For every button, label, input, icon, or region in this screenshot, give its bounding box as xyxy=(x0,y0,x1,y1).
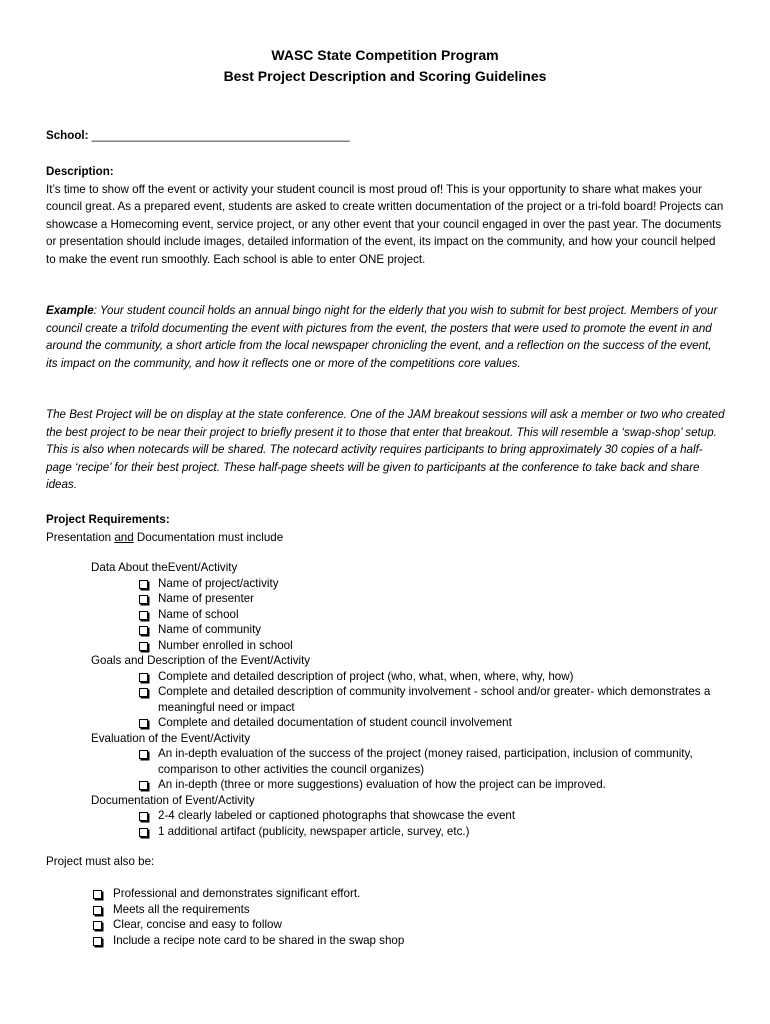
checkbox-icon xyxy=(139,642,148,651)
checklist-item-text: Professional and demonstrates significant effort. xyxy=(113,887,361,900)
requirement-group-list xyxy=(91,669,731,731)
checklist-item xyxy=(91,886,731,902)
checklist-item-text: Name of presenter xyxy=(158,592,255,605)
example-paragraph xyxy=(46,302,726,372)
checkbox-icon xyxy=(139,595,148,604)
checklist-item xyxy=(91,669,731,685)
requirement-group-list xyxy=(91,808,731,839)
checkbox-icon xyxy=(139,781,148,790)
checkbox-icon xyxy=(139,626,148,635)
also-heading: Project must also be: xyxy=(46,855,155,868)
checklist-item xyxy=(91,808,731,824)
requirements-heading: Project Requirements: xyxy=(46,513,170,526)
checklist-item xyxy=(91,902,731,918)
checklist-item xyxy=(91,576,731,592)
checkbox-icon xyxy=(93,906,102,915)
checkbox-icon xyxy=(139,611,148,620)
checkbox-icon xyxy=(93,890,102,899)
checklist-item xyxy=(91,746,731,777)
requirement-groups xyxy=(91,560,731,839)
requirement-group-list xyxy=(91,746,731,793)
requirement-group-title: Evaluation of the Event/Activity xyxy=(91,731,251,745)
document-title: WASC State Competition Program xyxy=(271,47,499,63)
checklist-item-text: 2-4 clearly labeled or captioned photographs that showcase the event xyxy=(158,809,516,822)
checkbox-icon xyxy=(93,921,102,930)
checkbox-icon xyxy=(139,812,148,821)
requirement-group-title: Documentation of Event/Activity xyxy=(91,793,255,807)
checklist-item-text: Include a recipe note card to be shared in the swap shop xyxy=(113,933,405,947)
checklist-item xyxy=(91,824,731,840)
checkbox-icon xyxy=(93,937,102,946)
checkbox-icon xyxy=(139,580,148,589)
example-text: : Your student council holds an annual bingo night for the elderly that you wish to submit for best project. Members of your council create a trifold documenting the event with pictures from the event, the posters that were used to promote the event in and around the community, a short article from the local newspaper chronicling the event, and a reflection on the success of the event, its impact on the community, and how it reflects one or more of the competitions core values. xyxy=(46,304,718,370)
example-label: Example xyxy=(46,304,94,317)
checklist-item-text: 1 additional artifact (publicity, newspaper article, survey, etc.) xyxy=(158,824,470,838)
checklist-item xyxy=(91,591,731,607)
checklist-item-text: Clear, concise and easy to follow xyxy=(113,918,282,931)
school-line xyxy=(46,129,350,142)
checklist-item-text: Number enrolled in school xyxy=(158,638,293,652)
checklist-item-text: An in-depth (three or more suggestions) evaluation of how the project can be improved. xyxy=(158,778,606,791)
description-heading: Description: xyxy=(46,165,114,178)
underlined-and: and xyxy=(114,530,134,544)
checklist-item xyxy=(91,777,731,793)
checklist-item xyxy=(91,607,731,623)
school-blank: ________________________________________ xyxy=(91,129,350,142)
best-project-paragraph: The Best Project will be on display at the state conference. One of the JAM breakout sessions will ask a member or two who created the best project to be near their project to briefly present it to those that enter that breakout. This will resemble a ‘swap-shop’ setup. This is also when notecards will be shared. The notecard activity requires participants to bring approximately 30 copies of a half-page ‘recipe’ for their best project. These half-page sheets will be given to participants at the conference to take back and share ideas. xyxy=(46,408,725,492)
requirement-group-title: Data About theEvent/Activity xyxy=(91,561,238,574)
checklist-item-text: An in-depth evaluation of the success of the project (money raised, participation, inclusion of community, comparison to other activities the council organizes) xyxy=(158,747,693,776)
checklist-item-text: Name of school xyxy=(158,607,239,621)
checklist-item xyxy=(91,622,731,638)
checklist-item xyxy=(91,638,731,654)
also-list xyxy=(91,886,731,948)
description-section xyxy=(46,163,726,269)
school-label: School: xyxy=(46,129,89,142)
checkbox-icon xyxy=(139,828,148,837)
requirement-group-title: Goals and Description of the Event/Activity xyxy=(91,654,311,667)
checkbox-icon xyxy=(139,673,148,682)
checklist-item-text: Complete and detailed description of community involvement - school and/or greater- which demonstrates a meaningful need or impact xyxy=(158,685,711,714)
checklist-item-text: Name of project/activity xyxy=(158,576,279,590)
checkbox-icon xyxy=(139,750,148,759)
checklist-item-text: Complete and detailed documentation of student council involvement xyxy=(158,716,512,729)
requirement-group-list xyxy=(91,576,731,654)
requirements-intro: Presentation and Documentation must include xyxy=(46,530,284,544)
description-text: It’s time to show off the event or activity your student council is most proud of! This is your opportunity to share what makes your council great. As a prepared event, students are asked to create written documentation of the project or a tri-fold board! Projects can showcase a Homecoming event, service project, or any other event that your council engaged in over the past year. The documents or presentation should include images, detailed information of the event, its impact on the community, and how your council helped to make the event run smoothly. Each school is able to enter ONE project. xyxy=(46,182,724,266)
checklist-item-text: Complete and detailed description of project (who, what, when, where, why, how) xyxy=(158,669,574,683)
checklist-item xyxy=(91,684,731,715)
document-subtitle: Best Project Description and Scoring Guidelines xyxy=(223,68,547,84)
checklist-item-text: Name of community xyxy=(158,623,262,636)
requirements-section xyxy=(46,511,726,546)
checklist-item xyxy=(91,715,731,731)
checklist-item xyxy=(91,933,731,949)
checkbox-icon xyxy=(139,688,148,697)
checkbox-icon xyxy=(139,719,148,728)
checklist-item xyxy=(91,917,731,933)
checklist-item-text: Meets all the requirements xyxy=(113,902,250,916)
